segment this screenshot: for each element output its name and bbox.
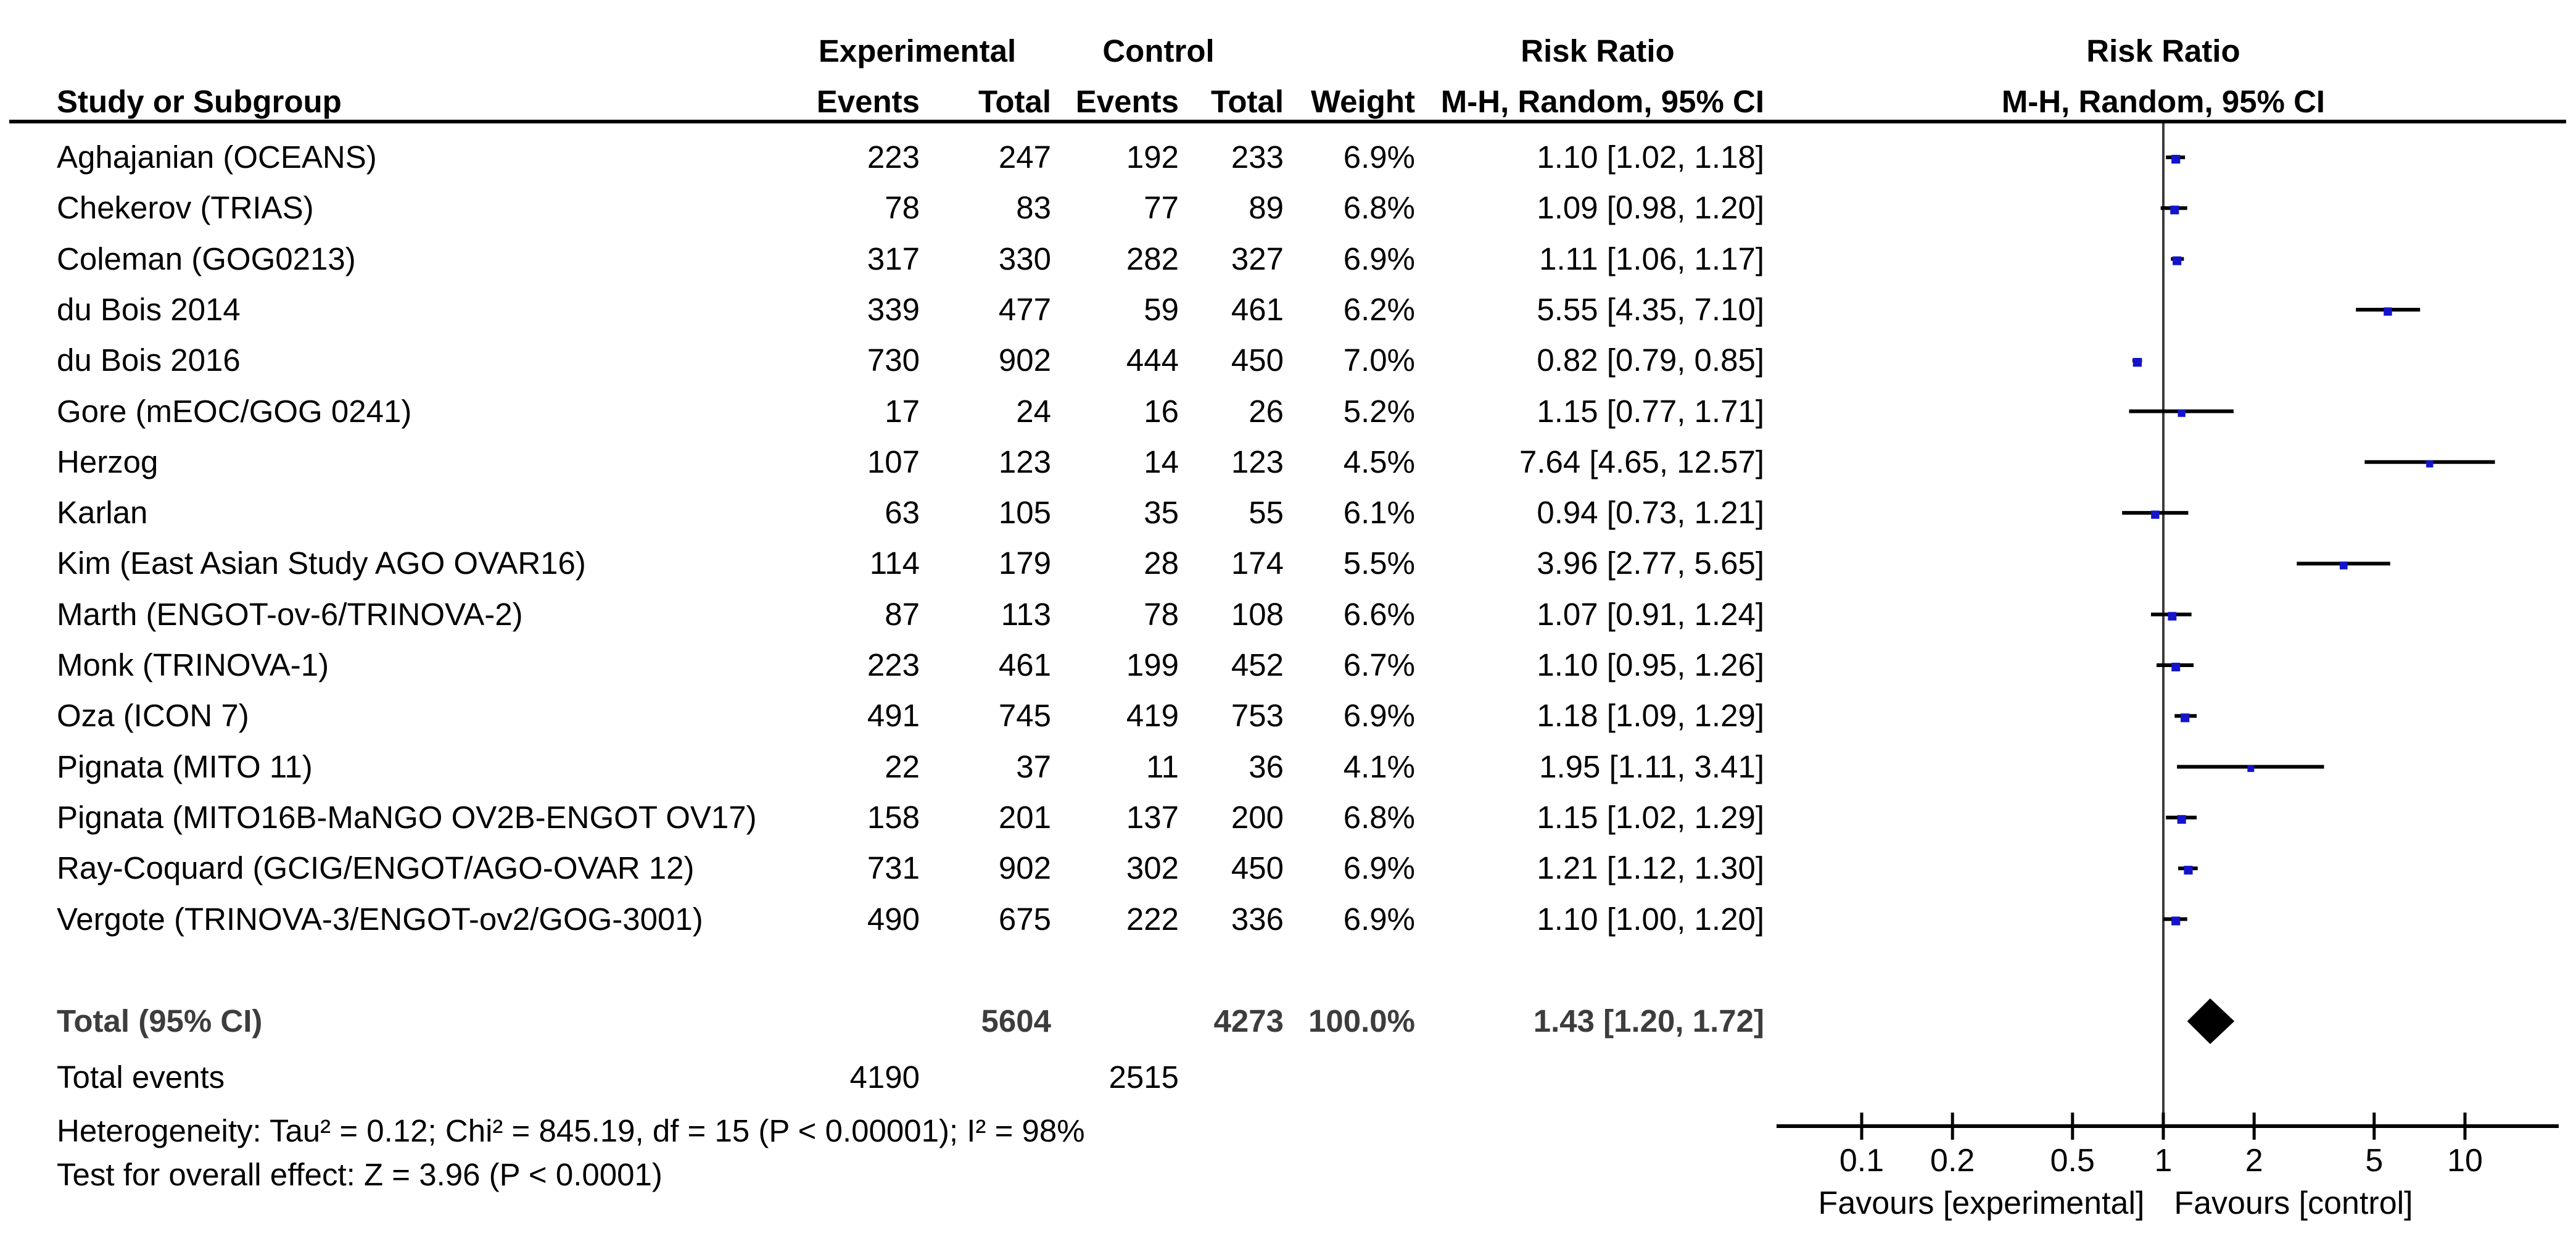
heterogeneity-text: Heterogeneity: Tau² = 0.12; Chi² = 845.19, df = 15 (P < 0.00001); I² = 98% [57,1113,1085,1148]
study-name: Herzog [57,444,159,479]
effect-square [2170,205,2179,214]
overall-effect-text: Test for overall effect: Z = 3.96 (P < 0.0001) [57,1157,663,1192]
column-header-events-experimental: Events [816,84,920,119]
total-experimental: 675 [998,901,1051,937]
risk-ratio-ci: 1.95 [1.11, 3.41] [1539,748,1764,784]
column-header-total-control: Total [1210,84,1284,119]
total-control: 55 [1249,495,1284,531]
total-experimental: 247 [998,139,1051,175]
total-events-label: Total events [57,1059,225,1095]
study-name: Vergote (TRINOVA-3/ENGOT-ov2/GOG-3001) [57,901,703,937]
events-control: 419 [1126,698,1179,734]
total-control: 36 [1249,748,1284,784]
axis-tick-label: 0.2 [1930,1143,1975,1179]
axis-tick-label: 2 [2245,1143,2263,1179]
total-total-control: 4273 [1213,1003,1284,1039]
effect-square [2426,460,2433,467]
column-header-study: Study or Subgroup [57,84,342,119]
effect-square [2151,510,2159,518]
events-experimental: 158 [867,799,920,835]
events-control: 137 [1126,799,1179,835]
risk-ratio-ci: 1.15 [0.77, 1.71] [1537,393,1764,429]
events-control: 192 [1126,139,1179,175]
study-name: Karlan [57,495,148,531]
study-name: Coleman (GOG0213) [57,241,356,276]
effect-square [2181,713,2189,722]
risk-ratio-ci: 0.82 [0.79, 0.85] [1537,342,1764,378]
events-control: 28 [1144,545,1179,581]
group-header-risk-ratio-plot: Risk Ratio [2086,33,2240,68]
events-control: 11 [1146,748,1179,784]
risk-ratio-ci: 7.64 [4.65, 12.57] [1519,444,1764,479]
risk-ratio-ci: 1.11 [1.06, 1.17] [1539,241,1764,276]
weight: 6.6% [1343,596,1415,632]
total-experimental: 83 [1016,190,1051,226]
axis-tick-label: 5 [2365,1143,2384,1179]
study-name: Oza (ICON 7) [57,698,249,734]
risk-ratio-ci: 3.96 [2.77, 5.65] [1537,545,1764,581]
weight: 6.7% [1343,647,1415,682]
events-experimental: 114 [869,545,920,581]
events-control: 282 [1126,241,1179,276]
events-control: 78 [1144,596,1179,632]
risk-ratio-ci: 1.10 [1.02, 1.18] [1537,139,1764,175]
total-control: 327 [1231,241,1284,276]
total-control: 123 [1231,444,1284,479]
events-control: 444 [1126,342,1179,378]
group-header-risk-ratio-text: Risk Ratio [1521,33,1675,68]
group-header-control: Control [1102,33,1215,68]
total-control: 233 [1231,139,1284,175]
events-control: 35 [1144,495,1179,531]
axis-tick-label: 10 [2447,1143,2483,1179]
total-control: 89 [1249,190,1284,226]
effect-square [2173,257,2181,265]
total-control: 336 [1231,901,1284,937]
study-name: du Bois 2016 [57,342,241,378]
events-experimental: 63 [885,495,920,531]
weight: 6.9% [1343,241,1415,276]
total-control: 450 [1231,850,1284,886]
weight: 6.8% [1343,799,1415,835]
total-risk-ratio-ci: 1.43 [1.20, 1.72] [1533,1003,1764,1039]
total-total-experimental: 5604 [981,1003,1051,1039]
risk-ratio-ci: 1.15 [1.02, 1.29] [1537,799,1764,835]
summary-diamond [2187,998,2234,1044]
total-experimental: 113 [1001,596,1051,632]
study-name: Pignata (MITO 11) [57,748,313,784]
effect-square [2247,765,2254,772]
total-control: 108 [1231,596,1284,632]
effect-square [2133,358,2142,367]
total-control: 200 [1231,799,1284,835]
total-experimental: 24 [1016,393,1051,429]
weight: 5.2% [1343,393,1415,429]
events-experimental: 78 [885,190,920,226]
total-label: Total (95% CI) [57,1003,263,1039]
effect-square [2178,815,2186,824]
total-control: 461 [1231,291,1284,327]
events-control: 302 [1126,850,1179,886]
risk-ratio-ci: 1.09 [0.98, 1.20] [1537,190,1764,226]
study-name: Kim (East Asian Study AGO OVAR16) [57,545,586,581]
total-events-experimental: 4190 [849,1059,920,1095]
effect-square [2384,307,2392,315]
total-experimental: 745 [998,698,1051,734]
total-control: 452 [1231,647,1284,682]
study-name: du Bois 2014 [57,291,241,327]
total-weight: 100.0% [1308,1003,1415,1039]
events-experimental: 339 [867,291,920,327]
total-control: 26 [1249,393,1284,429]
weight: 6.9% [1343,901,1415,937]
effect-square [2184,866,2192,874]
study-name: Aghajanian (OCEANS) [57,139,377,175]
effect-square [2171,155,2180,164]
study-name: Ray-Coquard (GCIG/ENGOT/AGO-OVAR 12) [57,850,695,886]
total-experimental: 37 [1016,748,1051,784]
column-header-total-experimental: Total [978,84,1051,119]
events-control: 16 [1144,393,1179,429]
risk-ratio-ci: 0.94 [0.73, 1.21] [1537,495,1764,531]
study-name: Pignata (MITO16B-MaNGO OV2B-ENGOT OV17) [57,799,757,835]
favours-experimental-label: Favours [experimental] [1818,1185,2145,1221]
axis-tick-label: 1 [2154,1143,2173,1179]
events-experimental: 223 [867,647,920,682]
study-name: Chekerov (TRIAS) [57,190,314,226]
column-header-weight: Weight [1310,84,1415,119]
weight: 5.5% [1343,545,1415,581]
events-experimental: 107 [867,444,920,479]
events-control: 199 [1126,647,1179,682]
risk-ratio-ci: 1.21 [1.12, 1.30] [1537,850,1764,886]
weight: 6.8% [1343,190,1415,226]
effect-square [2178,409,2186,417]
total-experimental: 330 [998,241,1051,276]
risk-ratio-ci: 5.55 [4.35, 7.10] [1537,291,1764,327]
weight: 6.9% [1343,850,1415,886]
total-control: 753 [1231,698,1284,734]
events-experimental: 731 [867,850,920,886]
effect-square [2168,612,2176,621]
weight: 7.0% [1343,342,1415,378]
total-experimental: 123 [998,444,1051,479]
events-experimental: 490 [867,901,920,937]
effect-square [2171,916,2180,925]
weight: 6.2% [1343,291,1415,327]
study-name: Gore (mEOC/GOG 0241) [57,393,412,429]
events-experimental: 223 [867,139,920,175]
column-header-mh-ci: M-H, Random, 95% CI [1440,84,1764,119]
total-experimental: 105 [998,495,1051,531]
study-name: Monk (TRINOVA-1) [57,647,329,682]
events-experimental: 730 [867,342,920,378]
total-events-control: 2515 [1108,1059,1179,1095]
events-experimental: 491 [867,698,920,734]
events-experimental: 17 [885,393,920,429]
risk-ratio-ci: 1.18 [1.09, 1.29] [1537,698,1764,734]
total-experimental: 902 [998,342,1051,378]
axis-tick-label: 0.5 [2050,1143,2095,1179]
total-control: 450 [1231,342,1284,378]
events-control: 77 [1144,190,1179,226]
total-experimental: 461 [998,647,1051,682]
favours-control-label: Favours [control] [2174,1185,2413,1221]
axis-tick-label: 0.1 [1839,1143,1885,1179]
weight: 6.1% [1343,495,1415,531]
total-experimental: 902 [998,850,1051,886]
column-header-events-control: Events [1075,84,1179,119]
effect-square [2340,562,2348,570]
events-experimental: 22 [885,748,920,784]
weight: 6.9% [1343,698,1415,734]
weight: 4.1% [1343,748,1415,784]
events-control: 14 [1144,444,1179,479]
weight: 6.9% [1343,139,1415,175]
total-control: 174 [1231,545,1284,581]
group-header-experimental: Experimental [818,33,1017,68]
risk-ratio-ci: 1.10 [1.00, 1.20] [1537,901,1764,937]
risk-ratio-ci: 1.10 [0.95, 1.26] [1537,647,1764,682]
events-experimental: 317 [867,241,920,276]
risk-ratio-ci: 1.07 [0.91, 1.24] [1537,596,1764,632]
events-control: 59 [1144,291,1179,327]
total-experimental: 477 [998,291,1051,327]
effect-square [2171,663,2180,671]
events-control: 222 [1126,901,1179,937]
weight: 4.5% [1343,444,1415,479]
total-experimental: 201 [998,799,1051,835]
total-experimental: 179 [998,545,1051,581]
column-header-mh-ci-plot: M-H, Random, 95% CI [2001,84,2326,119]
events-experimental: 87 [885,596,920,632]
study-name: Marth (ENGOT-ov-6/TRINOVA-2) [57,596,523,632]
